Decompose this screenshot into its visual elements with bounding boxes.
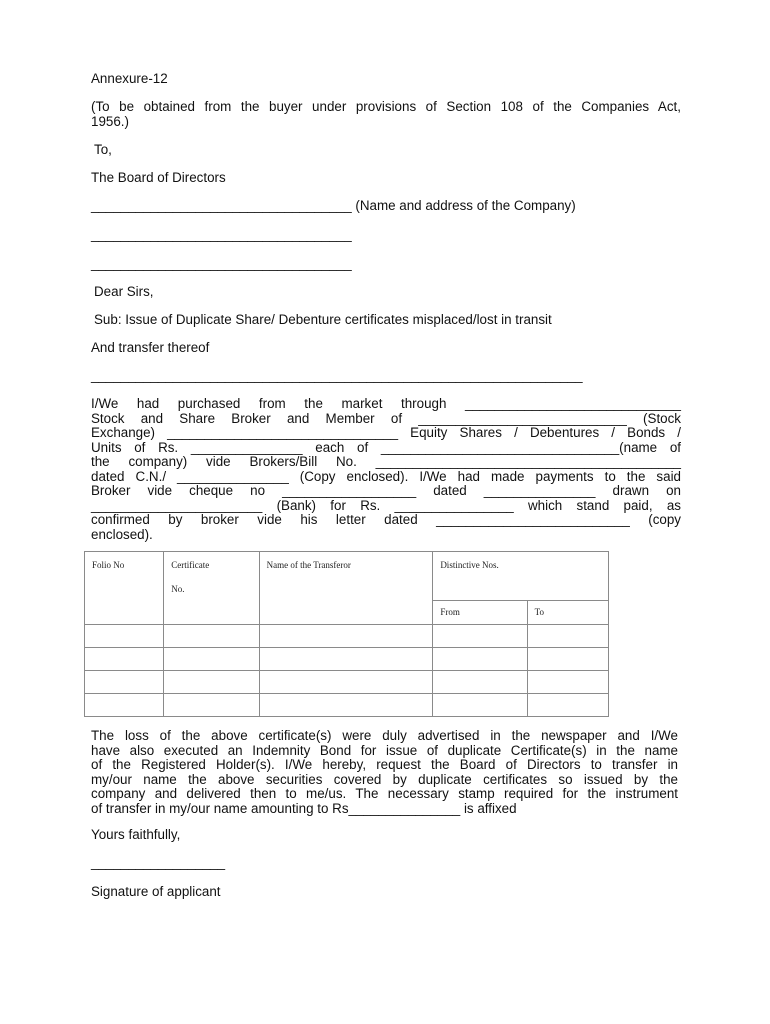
paragraph-line: _______________________ (Bank) for Rs. ________________ which stand paid, as xyxy=(91,497,681,513)
board-label: The Board of Directors xyxy=(91,170,226,185)
paragraph-line: Broker vide cheque no __________________ dated _______________ drawn on xyxy=(91,483,681,498)
salutation: Dear Sirs, xyxy=(94,284,154,299)
table-row xyxy=(85,625,609,648)
table-cell xyxy=(85,648,164,671)
table-cell xyxy=(433,648,527,671)
paragraph-line: company and delivered then to me/us. The necessary stamp required for the instrument xyxy=(91,786,678,801)
table-row xyxy=(85,648,609,671)
paragraph-line: the company) vide Brokers/Bill No. _________________________________________ xyxy=(91,454,681,469)
signature-line: __________________ xyxy=(91,855,226,870)
table-cell xyxy=(433,625,527,648)
signature-label: Signature of applicant xyxy=(91,884,221,899)
company-address-line: ___________________________________ xyxy=(91,256,352,271)
header-certificate-label: Certificate xyxy=(171,560,210,570)
subject-continuation: And transfer thereof xyxy=(91,340,210,355)
table-row xyxy=(85,694,609,717)
table-cell xyxy=(85,625,164,648)
company-address-line: ___________________________________ (Name and address of the Company) xyxy=(91,198,576,213)
paragraph-line: of the Registered Holder(s). I/We hereby, request the Board of Directors to transfer in xyxy=(91,757,678,772)
paragraph-line: The loss of the above certificate(s) were duly advertised in the newspaper and I/We xyxy=(91,728,678,743)
paragraph-line: dated C.N./ _______________ (Copy enclosed). I/We had made payments to the said xyxy=(91,468,681,484)
table-cell xyxy=(85,671,164,694)
header-certificate-no xyxy=(164,552,259,625)
table-cell xyxy=(164,625,259,648)
intro-line: 1956.) xyxy=(91,113,129,129)
table-cell xyxy=(527,671,608,694)
table-cell xyxy=(527,625,608,648)
subject-underline: __________________________________________________________________ xyxy=(91,368,583,383)
table-cell xyxy=(259,648,433,671)
table-header-row xyxy=(85,552,609,601)
paragraph-line: my/our name the above securities covered by duplicate certificates so issued by the xyxy=(91,771,678,787)
intro-paragraph xyxy=(91,100,681,129)
header-to: To xyxy=(527,601,608,625)
loss-paragraph xyxy=(91,729,678,816)
table-cell xyxy=(259,694,433,717)
header-transferor: Name of the Transferor xyxy=(259,552,433,625)
table-cell xyxy=(527,648,608,671)
table-cell xyxy=(85,694,164,717)
paragraph-line: Stock and Share Broker and Member of ____________________________ (Stock xyxy=(91,410,681,426)
paragraph-line: of transfer in my/our name amounting to Rs_______________ is affixed xyxy=(91,800,517,816)
table-cell xyxy=(433,694,527,717)
table-cell xyxy=(259,625,433,648)
table-row xyxy=(85,671,609,694)
table-cell xyxy=(164,671,259,694)
paragraph-line: enclosed). xyxy=(91,526,153,542)
paragraph-line: Units of Rs. _______________ each of ________________________________(name of xyxy=(91,439,681,455)
annexure-title: Annexure-12 xyxy=(91,71,168,86)
intro-line: (To be obtained from the buyer under provisions of Section 108 of the Companies Act, xyxy=(91,99,681,114)
header-from: From xyxy=(433,601,527,625)
subject: Sub: Issue of Duplicate Share/ Debenture certificates misplaced/lost in transit xyxy=(94,312,552,327)
paragraph-line: Exchange) _______________________________ Equity Shares / Debentures / Bonds / xyxy=(91,425,681,440)
certificate-table xyxy=(84,551,609,717)
header-folio-no: Folio No xyxy=(85,552,164,625)
paragraph-line: I/We had purchased from the market through _____________________________ xyxy=(91,396,681,411)
closing: Yours faithfully, xyxy=(91,827,181,842)
table-cell xyxy=(527,694,608,717)
table-cell xyxy=(164,648,259,671)
to-label: To, xyxy=(94,142,112,157)
table-cell xyxy=(259,671,433,694)
header-certificate-no-label: No. xyxy=(171,584,185,594)
header-distinctive-nos: Distinctive Nos. xyxy=(433,552,609,601)
company-address-line: ___________________________________ xyxy=(91,227,352,242)
paragraph-line: have also executed an Indemnity Bond for issue of duplicate Certificate(s) in the name xyxy=(91,742,678,758)
purchase-paragraph xyxy=(91,397,681,542)
table-cell xyxy=(433,671,527,694)
paragraph-line: confirmed by broker vide his letter dated __________________________ (copy xyxy=(91,512,681,527)
table-cell xyxy=(164,694,259,717)
